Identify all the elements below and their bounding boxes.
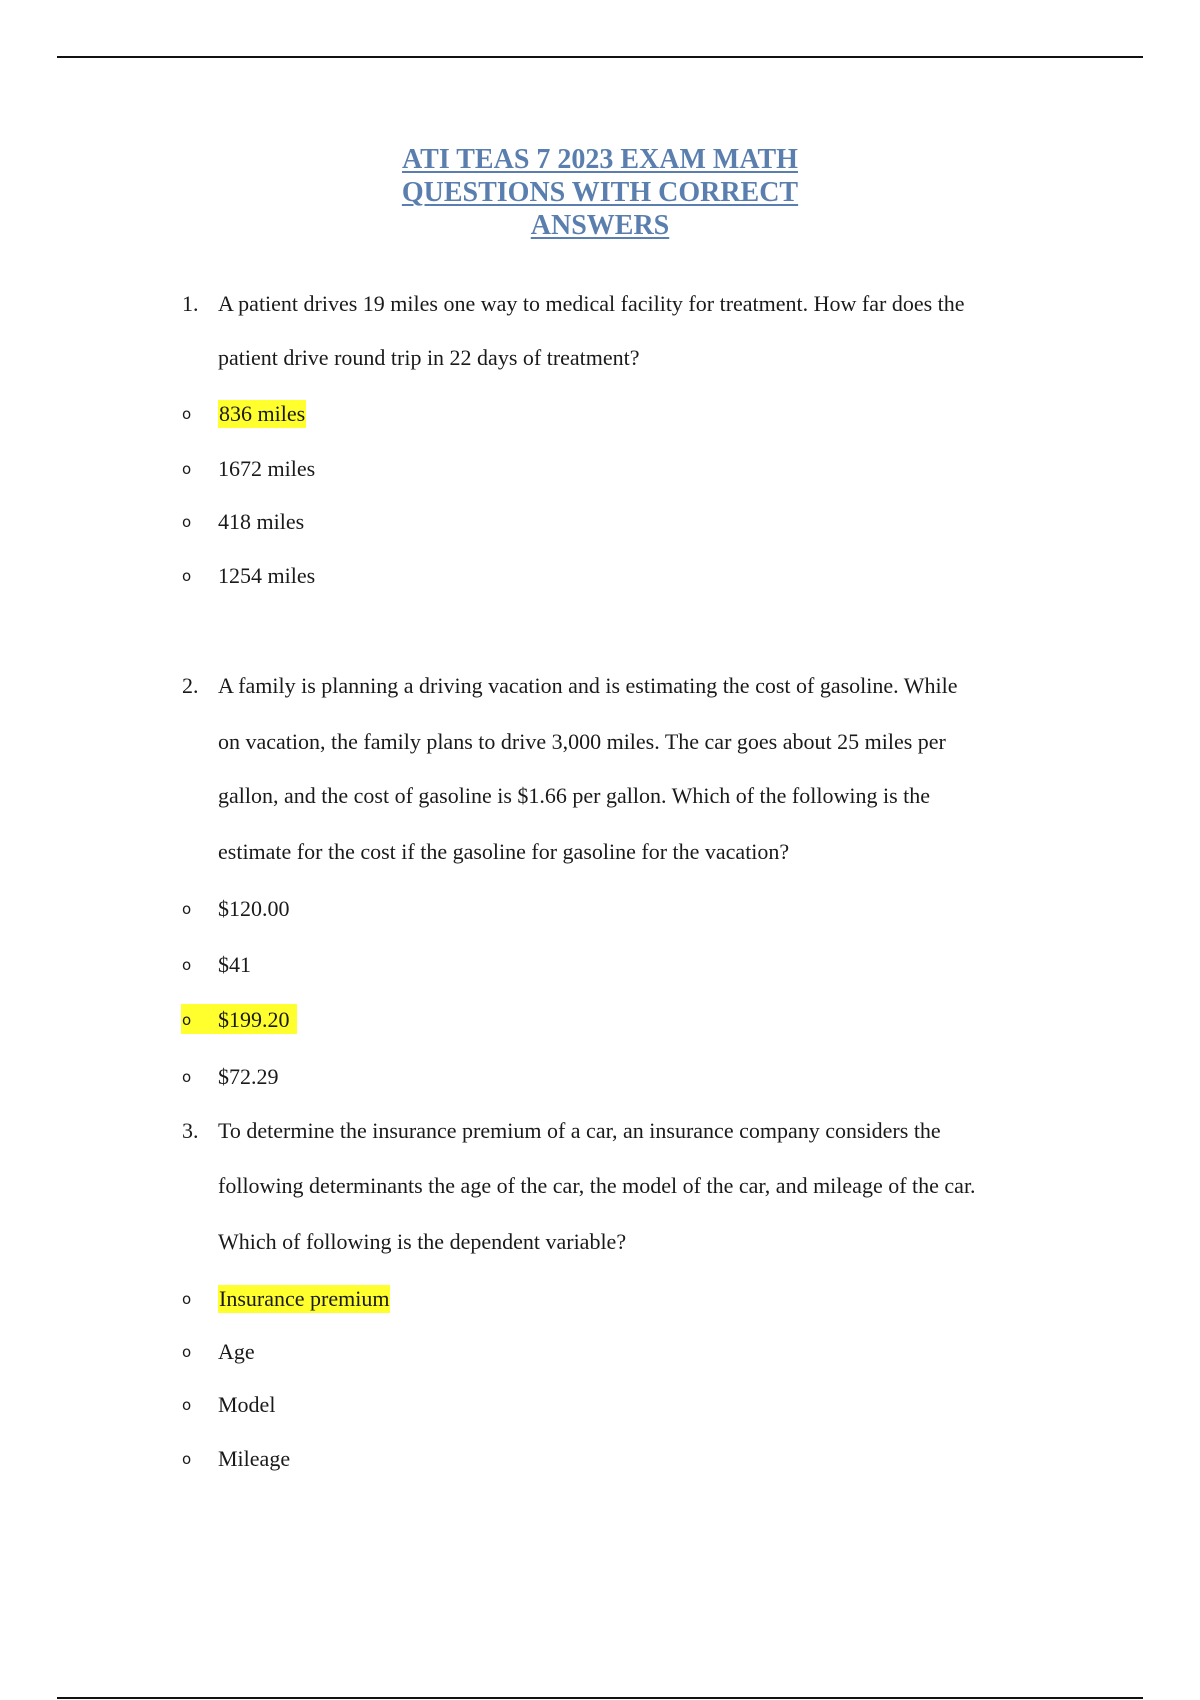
option-bullet-icon: o xyxy=(182,405,192,423)
answer-option[interactable]: $41 xyxy=(218,952,251,977)
option-bullet-icon: o xyxy=(182,1343,192,1361)
option-bullet-icon: o xyxy=(182,1011,192,1029)
title-line-2: QUESTIONS WITH CORRECT xyxy=(401,177,799,208)
option-bullet-icon: o xyxy=(182,1290,192,1308)
header-rule xyxy=(57,56,1143,58)
answer-option[interactable]: Model xyxy=(218,1392,276,1417)
title-line-1: ATI TEAS 7 2023 EXAM MATH xyxy=(402,144,798,175)
answer-option[interactable]: $199.20 xyxy=(218,1007,290,1032)
answer-option[interactable]: 418 miles xyxy=(218,509,305,534)
question-text-line: estimate for the cost if the gasoline for gasoline for the vacation? xyxy=(218,839,790,864)
question-number: 3. xyxy=(182,1118,199,1143)
question-text-line: Which of following is the dependent variable? xyxy=(218,1229,627,1254)
answer-option[interactable] xyxy=(218,402,306,426)
footer-rule xyxy=(57,1697,1143,1699)
question-text-line: A patient drives 19 miles one way to medical facility for treatment. How far does the xyxy=(218,291,965,316)
answer-option[interactable]: 1254 miles xyxy=(218,563,316,588)
option-bullet-icon: o xyxy=(182,567,192,585)
answer-option[interactable]: $120.00 xyxy=(218,896,290,921)
option-bullet-icon: o xyxy=(182,1450,192,1468)
answer-option[interactable]: Mileage xyxy=(218,1446,291,1471)
option-bullet-icon: o xyxy=(182,900,192,918)
question-text-line: patient drive round trip in 22 days of treatment? xyxy=(218,345,640,370)
option-bullet-icon: o xyxy=(182,513,192,531)
question-number: 1. xyxy=(182,291,199,316)
title-line-3: ANSWERS xyxy=(530,210,670,241)
question-text-line: following determinants the age of the car, the model of the car, and mileage of the car. xyxy=(218,1173,976,1198)
option-bullet-icon: o xyxy=(182,956,192,974)
correct-answer-highlight: Insurance premium xyxy=(219,1286,390,1311)
answer-option[interactable] xyxy=(218,1287,390,1311)
option-bullet-icon: o xyxy=(182,460,192,478)
document-title xyxy=(0,143,1200,242)
question-number: 2. xyxy=(182,673,199,698)
answer-option[interactable]: $72.29 xyxy=(218,1064,279,1089)
question-text-line: To determine the insurance premium of a car, an insurance company considers the xyxy=(218,1118,941,1143)
option-bullet-icon: o xyxy=(182,1396,192,1414)
option-bullet-icon: o xyxy=(182,1068,192,1086)
question-text-line: gallon, and the cost of gasoline is $1.66 per gallon. Which of the following is the xyxy=(218,783,931,808)
answer-option[interactable]: 1672 miles xyxy=(218,456,316,481)
question-text-line: A family is planning a driving vacation and is estimating the cost of gasoline. While xyxy=(218,673,958,698)
question-text-line: on vacation, the family plans to drive 3,000 miles. The car goes about 25 miles per xyxy=(218,729,946,754)
answer-option[interactable]: Age xyxy=(218,1339,255,1364)
correct-answer-highlight: 836 miles xyxy=(219,401,306,426)
